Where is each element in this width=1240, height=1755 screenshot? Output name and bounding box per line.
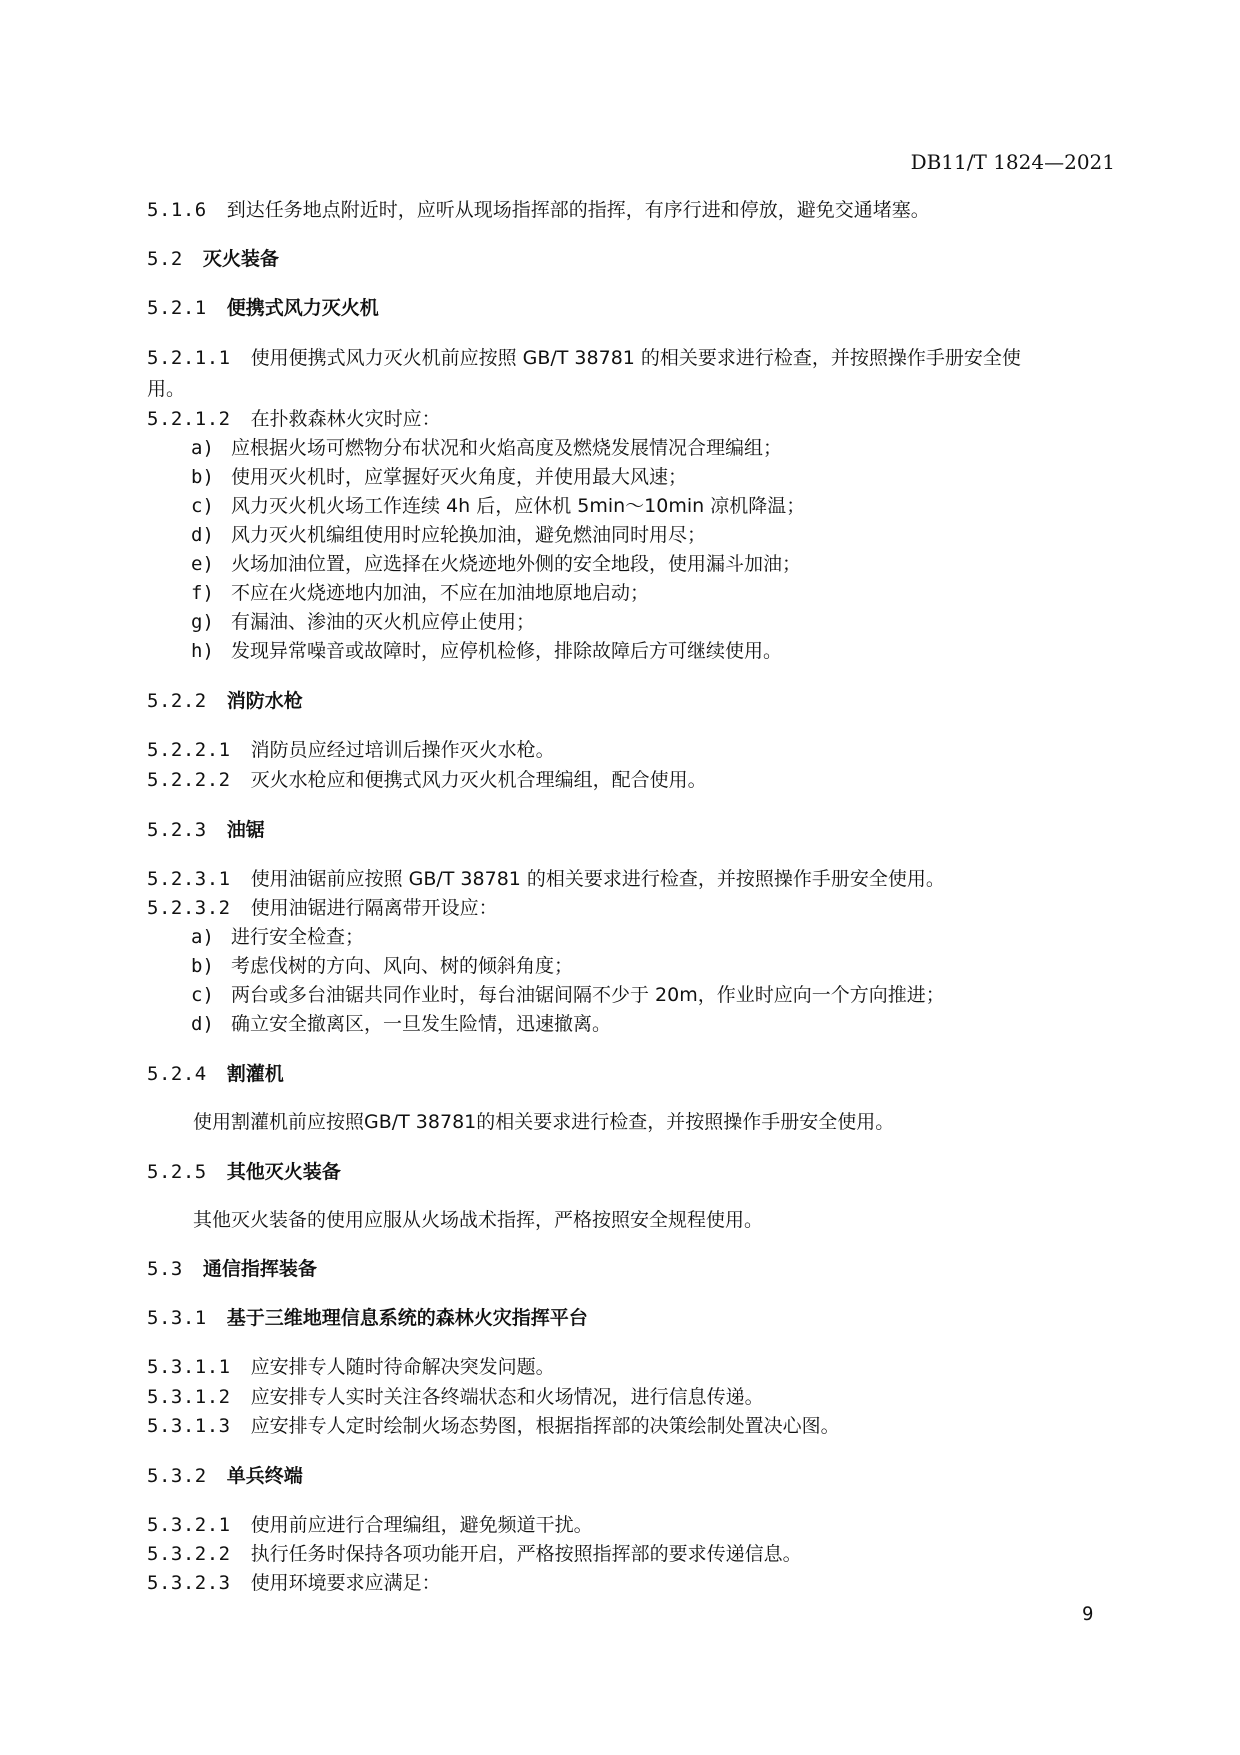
list-item-text: 两台或多台油锯共同作业时，每台油锯间隔不少于 20m，作业时应向一个方向推进； bbox=[231, 984, 945, 1006]
list-item-text: 考虑伐树的方向、风向、树的倾斜角度； bbox=[231, 955, 574, 977]
heading-number: 5.3.1 bbox=[147, 1307, 207, 1329]
list-marker: a) bbox=[191, 926, 214, 948]
list-item bbox=[191, 492, 805, 520]
clause-5-2-1-1-continuation: 用。 bbox=[147, 378, 186, 400]
clause-number: 5.2.3.2 bbox=[147, 897, 231, 919]
heading-title: 通信指挥装备 bbox=[202, 1258, 317, 1280]
clause-number: 5.3.1.1 bbox=[147, 1356, 231, 1378]
clause-number: 5.3.2.1 bbox=[147, 1514, 231, 1536]
list-item-text: 使用灭火机时，应掌握好灭火角度，并使用最大风速； bbox=[231, 466, 688, 488]
section-body-5-2-5: 其他灭火装备的使用应服从火场战术指挥，严格按照安全规程使用。 bbox=[193, 1209, 764, 1231]
clause-5-2-1-2 bbox=[147, 405, 441, 433]
clause-number: 5.1.6 bbox=[147, 199, 207, 221]
clause-number: 5.2.2.1 bbox=[147, 739, 231, 761]
list-item-text: 火场加油位置，应选择在火烧迹地外侧的安全地段，使用漏斗加油； bbox=[231, 553, 802, 575]
list-marker: d) bbox=[191, 524, 214, 546]
clause-5-2-3-1 bbox=[147, 865, 945, 893]
list-item bbox=[191, 981, 945, 1009]
section-heading-5-3-1 bbox=[147, 1304, 588, 1332]
list-item-text: 确立安全撤离区，一旦发生险情，迅速撤离。 bbox=[231, 1013, 612, 1035]
clause-number: 5.3.1.2 bbox=[147, 1386, 231, 1408]
list-item bbox=[191, 923, 364, 951]
clause-5-3-2-1 bbox=[147, 1511, 593, 1539]
list-marker: h) bbox=[191, 640, 214, 662]
list-item bbox=[191, 1010, 611, 1038]
heading-number: 5.2.4 bbox=[147, 1063, 207, 1085]
list-item bbox=[191, 550, 801, 578]
heading-title: 灭火装备 bbox=[202, 248, 279, 270]
clause-text: 应安排专人随时待命解决突发问题。 bbox=[250, 1356, 555, 1378]
clause-text: 应安排专人定时绘制火场态势图，根据指挥部的决策绘制处置决心图。 bbox=[250, 1415, 840, 1437]
heading-title: 便携式风力灭火机 bbox=[226, 297, 379, 319]
clause-text: 使用环境要求应满足： bbox=[250, 1572, 441, 1594]
list-marker: d) bbox=[191, 1013, 214, 1035]
list-item bbox=[191, 521, 706, 549]
section-heading-5-3-2 bbox=[147, 1462, 303, 1490]
list-marker: c) bbox=[191, 984, 214, 1006]
heading-title: 其他灭火装备 bbox=[226, 1161, 341, 1183]
clause-5-2-1-1 bbox=[147, 344, 1021, 372]
section-heading-5-2-3 bbox=[147, 816, 265, 844]
list-marker: g) bbox=[191, 611, 214, 633]
list-item-text: 发现异常噪音或故障时，应停机检修，排除故障后方可继续使用。 bbox=[231, 640, 783, 662]
clause-5-3-2-3 bbox=[147, 1569, 441, 1597]
list-item-text: 风力灭火机编组使用时应轮换加油，避免燃油同时用尽； bbox=[231, 524, 707, 546]
clause-text: 在扑救森林火灾时应： bbox=[250, 408, 441, 430]
heading-number: 5.2 bbox=[147, 248, 183, 270]
clause-text: 执行任务时保持各项功能开启，严格按照指挥部的要求传递信息。 bbox=[250, 1543, 802, 1565]
list-item bbox=[191, 434, 782, 462]
heading-title: 割灌机 bbox=[226, 1063, 284, 1085]
clause-number: 5.2.3.1 bbox=[147, 868, 231, 890]
section-body-5-2-4: 使用割灌机前应按照GB/T 38781的相关要求进行检查，并按照操作手册安全使用。 bbox=[193, 1111, 895, 1133]
list-item bbox=[191, 637, 782, 665]
clause-5-3-1-3 bbox=[147, 1412, 840, 1440]
list-marker: b) bbox=[191, 955, 214, 977]
list-marker: e) bbox=[191, 553, 214, 575]
section-heading-5-3 bbox=[147, 1255, 317, 1283]
list-item-text: 不应在火烧迹地内加油，不应在加油地原地启动； bbox=[231, 582, 650, 604]
section-heading-5-2-2 bbox=[147, 687, 303, 715]
clause-text: 使用油锯进行隔离带开设应： bbox=[250, 897, 498, 919]
list-item bbox=[191, 579, 649, 607]
list-marker: a) bbox=[191, 437, 214, 459]
heading-title: 消防水枪 bbox=[226, 690, 303, 712]
heading-title: 基于三维地理信息系统的森林火灾指挥平台 bbox=[226, 1307, 588, 1329]
list-item-text: 进行安全检查； bbox=[231, 926, 365, 948]
list-item bbox=[191, 608, 535, 636]
clause-5-2-2-2 bbox=[147, 766, 707, 794]
clause-5-3-1-2 bbox=[147, 1383, 764, 1411]
clause-number: 5.3.2.2 bbox=[147, 1543, 231, 1565]
clause-text: 使用前应进行合理编组，避免频道干扰。 bbox=[250, 1514, 593, 1536]
heading-number: 5.2.5 bbox=[147, 1161, 207, 1183]
clause-5-3-1-1 bbox=[147, 1353, 555, 1381]
clause-number: 5.2.2.2 bbox=[147, 769, 231, 791]
heading-title: 单兵终端 bbox=[226, 1465, 303, 1487]
list-marker: b) bbox=[191, 466, 214, 488]
heading-number: 5.2.2 bbox=[147, 690, 207, 712]
clause-text: 应安排专人实时关注各终端状态和火场情况，进行信息传递。 bbox=[250, 1386, 764, 1408]
clause-text: 使用油锯前应按照 GB/T 38781 的相关要求进行检查，并按照操作手册安全使用。 bbox=[250, 868, 945, 890]
clause-5-3-2-2 bbox=[147, 1540, 802, 1568]
list-item-text: 应根据火场可燃物分布状况和火焰高度及燃烧发展情况合理编组； bbox=[231, 437, 783, 459]
list-marker: c) bbox=[191, 495, 214, 517]
clause-5-2-2-1 bbox=[147, 736, 555, 764]
list-item-text: 风力灭火机火场工作连续 4h 后，应休机 5min～10min 凉机降温； bbox=[231, 495, 806, 517]
clause-5-2-3-2 bbox=[147, 894, 498, 922]
clause-text: 灭火水枪应和便携式风力灭火机合理编组，配合使用。 bbox=[250, 769, 707, 791]
clause-text-line-1: 使用便携式风力灭火机前应按照 GB/T 38781 的相关要求进行检查，并按照操作手册安全使 bbox=[250, 347, 1021, 369]
heading-number: 5.2.3 bbox=[147, 819, 207, 841]
section-heading-5-2-4 bbox=[147, 1060, 284, 1088]
heading-number: 5.3 bbox=[147, 1258, 183, 1280]
list-item-text: 有漏油、渗油的灭火机应停止使用； bbox=[231, 611, 536, 633]
clause-5-1-6 bbox=[147, 196, 930, 224]
clause-number: 5.3.2.3 bbox=[147, 1572, 231, 1594]
list-marker: f) bbox=[191, 582, 214, 604]
clause-text: 到达任务地点附近时，应听从现场指挥部的指挥，有序行进和停放，避免交通堵塞。 bbox=[226, 199, 930, 221]
document-code-header: DB11/T 1824—2021 bbox=[910, 150, 1115, 174]
section-heading-5-2-1 bbox=[147, 294, 379, 322]
clause-number: 5.2.1.1 bbox=[147, 347, 231, 369]
list-item bbox=[191, 952, 573, 980]
section-heading-5-2 bbox=[147, 245, 279, 273]
page-number: 9 bbox=[1082, 1603, 1094, 1625]
heading-title: 油锯 bbox=[226, 819, 265, 841]
clause-number: 5.2.1.2 bbox=[147, 408, 231, 430]
section-heading-5-2-5 bbox=[147, 1158, 341, 1186]
heading-number: 5.2.1 bbox=[147, 297, 207, 319]
list-item bbox=[191, 463, 687, 491]
clause-text: 消防员应经过培训后操作灭火水枪。 bbox=[250, 739, 555, 761]
heading-number: 5.3.2 bbox=[147, 1465, 207, 1487]
clause-number: 5.3.1.3 bbox=[147, 1415, 231, 1437]
